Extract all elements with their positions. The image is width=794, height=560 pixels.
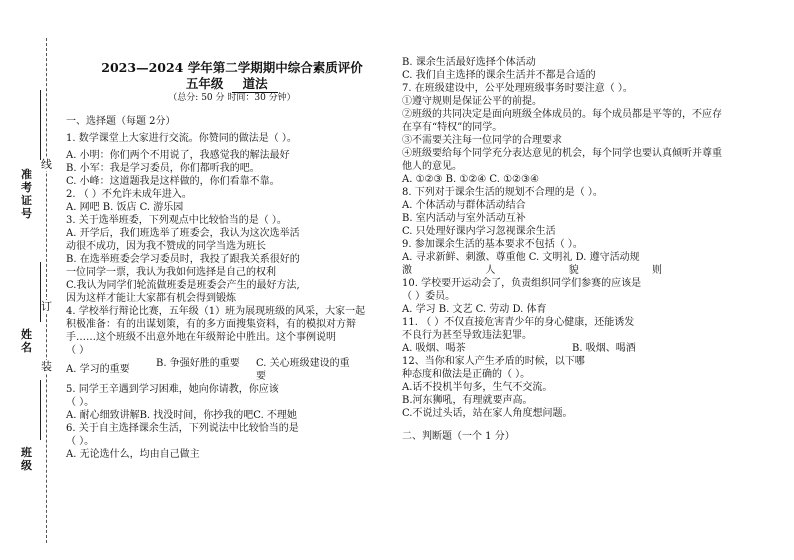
question-line: 3. 关于选举班委，下列观点中比较恰当的是（ ）。	[66, 215, 287, 226]
option-line: C.我认为同学们轮流做班委是班委会产生的最好方法,	[66, 280, 300, 291]
exam-title: 2023—2024 学年第二学期期中综合素质评价	[101, 60, 363, 75]
question-line: 种态度和做法是正确的（ ）。	[402, 369, 531, 380]
question-line: 4. 学校举行辩论比赛，五年级（1）班为展现班级的风采，大家一起	[66, 306, 366, 317]
exam-subtitle	[66, 76, 398, 92]
option-line: C. 我们自主选择的课余生活并不都是合适的	[402, 70, 596, 81]
option-line: B.河东狮吼，有理就要声高。	[402, 395, 533, 406]
option-line: B. 小军：我是学习委员，你们都听我的吧。	[66, 163, 260, 174]
statement-line: 他人的意见。	[402, 161, 462, 172]
answer-blank: （ ）	[66, 345, 90, 356]
question-line: 手……这个班级不出意外地在年级辩论中胜出。这个事例说明	[66, 332, 336, 343]
q9-cont-d: 则	[651, 265, 662, 276]
q4-options	[66, 357, 398, 383]
option-line: 动很不成功，因为我不赞成的同学当选为班长	[66, 241, 266, 252]
statement-line: ①遵守规则是保证公平的前提。	[402, 96, 542, 107]
option-line: A.话不投机半句多，生气不交流。	[402, 382, 553, 393]
q9-options-continued	[402, 264, 662, 277]
option-line: B. 课余生活最好选择个体活动	[402, 57, 536, 68]
statement-line: ②班级的共同决定是面向班级全体成员的。每个成员都是平等的，不应存	[402, 109, 722, 120]
section-1-title: 一、选择题（每题 2分）	[66, 116, 176, 127]
exam-meta: （总分: 50 分 时间：30 分钟）	[168, 93, 296, 103]
question-line: 5. 同学王辛遇到学习困难，她向你请教，你应该	[66, 384, 279, 395]
option-line: B. 在选举班委会学习委员时，我投了跟我关系很好的	[66, 254, 300, 265]
option-line: 因为这样才能让大家都有机会得到锻炼	[66, 293, 236, 304]
option-line: A. 网吧 B. 饭店 C. 游乐园	[66, 202, 184, 213]
question-line: 不良行为甚至导致违法犯罪。	[402, 330, 532, 341]
question-line: 8. 下列对于课余生活的规划不合理的是（ ）。	[402, 187, 603, 198]
seal-char-line: 线	[41, 158, 52, 171]
statement-line: ④班级要给每个同学充分表达意见的机会，每个同学也要认真倾听并尊重	[402, 148, 722, 159]
question-line: 12、当你和家人产生矛盾的时候，以下哪	[402, 356, 585, 367]
option-line: A. 个体活动与群体活动结合	[402, 200, 526, 211]
q4-option-c: C. 关心班级建设的重要	[256, 358, 350, 382]
class-blank[interactable]	[40, 380, 41, 440]
answer-blank: （ ）。	[66, 397, 95, 408]
option-line: A. 学习 B. 文艺 C. 劳动 D. 体育	[402, 304, 547, 315]
question-line: 1. 数学课堂上大家进行交流。你赞同的做法是（ ）。	[66, 133, 297, 144]
option-line: C.不说过头话，站在家人角度想问题。	[402, 408, 573, 419]
question-block-left	[66, 132, 398, 461]
option-line: A. 开学后，我们班选举了班委会，我认为这次选举活	[66, 228, 300, 239]
question-line: 11. （ ）不仅直接危害青少年的身心健康，还能诱发	[402, 317, 635, 328]
left-column	[66, 60, 398, 461]
option-line: A. 寻求新鲜、刺激、尊重他 C. 文明礼 D. 遵守活动规	[402, 252, 640, 263]
q9-cont-c: 貌	[568, 265, 579, 276]
option-line: A. 小明：你们两个不用说了，我感觉我的解法最好	[66, 150, 290, 161]
exam-id-blank[interactable]	[40, 90, 41, 160]
q4-option-a: A. 学习的重要	[66, 364, 130, 375]
option-line: C. 小峰：这道题我是这样做的，你们看靠不靠。	[66, 176, 280, 187]
binding-margin	[0, 0, 70, 560]
right-column	[402, 56, 780, 443]
section-2-title: 二、判断题（一个 1 分）	[402, 431, 515, 442]
grade: 五年级	[185, 76, 224, 91]
exam-id-label: 准考证号	[21, 168, 32, 220]
statement-line: 在享有“特权”的同学。	[402, 122, 503, 133]
name-blank[interactable]	[40, 262, 41, 322]
q9-cont-a: 激	[402, 265, 412, 276]
option-line: 一位同学一票，我认为我如何选择是自己的权利	[66, 267, 276, 278]
option-line: C. 只处理好课内学习忽视课余生活	[402, 226, 556, 237]
class-label: 班级	[21, 446, 32, 472]
seal-char-bind: 订	[41, 300, 52, 313]
question-line: 6. 关于自主选择课余生活，下列说法中比较恰当的是	[66, 423, 299, 434]
q11-options	[402, 342, 780, 355]
answer-blank: （ ）。	[66, 436, 95, 447]
question-line: 积极准备：有的出谋划策，有的多方面搜集资料，有的模拟对方辩	[66, 319, 356, 330]
q11-option-a: A. 吸烟、喝茶	[402, 343, 466, 354]
question-line: 7. 在班级建设中，公平处理班级事务时要注意（ ）。	[402, 83, 633, 94]
option-line: A. 耐心细致讲解B. 找没时间，你抄我的吧C. 不理她	[66, 410, 297, 421]
seal-char-pack: 装	[41, 360, 52, 373]
question-line: 9. 参加课余生活的基本要求不包括（ ）。	[402, 239, 583, 250]
name-label: 姓名	[21, 328, 32, 354]
question-line: 2. （ ）不允许未成年进入。	[66, 189, 192, 200]
option-line: B. 室内活动与室外活动互补	[402, 213, 526, 224]
option-line: A. ①②③ B. ①②④ C. ①②③④	[402, 174, 539, 185]
option-line: A. 无论选什么，均由自己做主	[66, 449, 200, 460]
subject: 道法	[232, 76, 278, 93]
seal-line	[46, 38, 47, 543]
answer-blank: （ ）委员。	[402, 291, 456, 302]
q9-cont-b: 人	[485, 265, 496, 276]
statement-line: ③不需要关注每一位同学的合理要求	[402, 135, 562, 146]
q11-option-b: B. 吸烟、喝酒	[572, 343, 636, 354]
q4-option-b: B. 争强好胜的重要	[156, 358, 240, 369]
question-line: 10. 学校要开运动会了，负责组织同学们参赛的应该是	[402, 278, 642, 289]
